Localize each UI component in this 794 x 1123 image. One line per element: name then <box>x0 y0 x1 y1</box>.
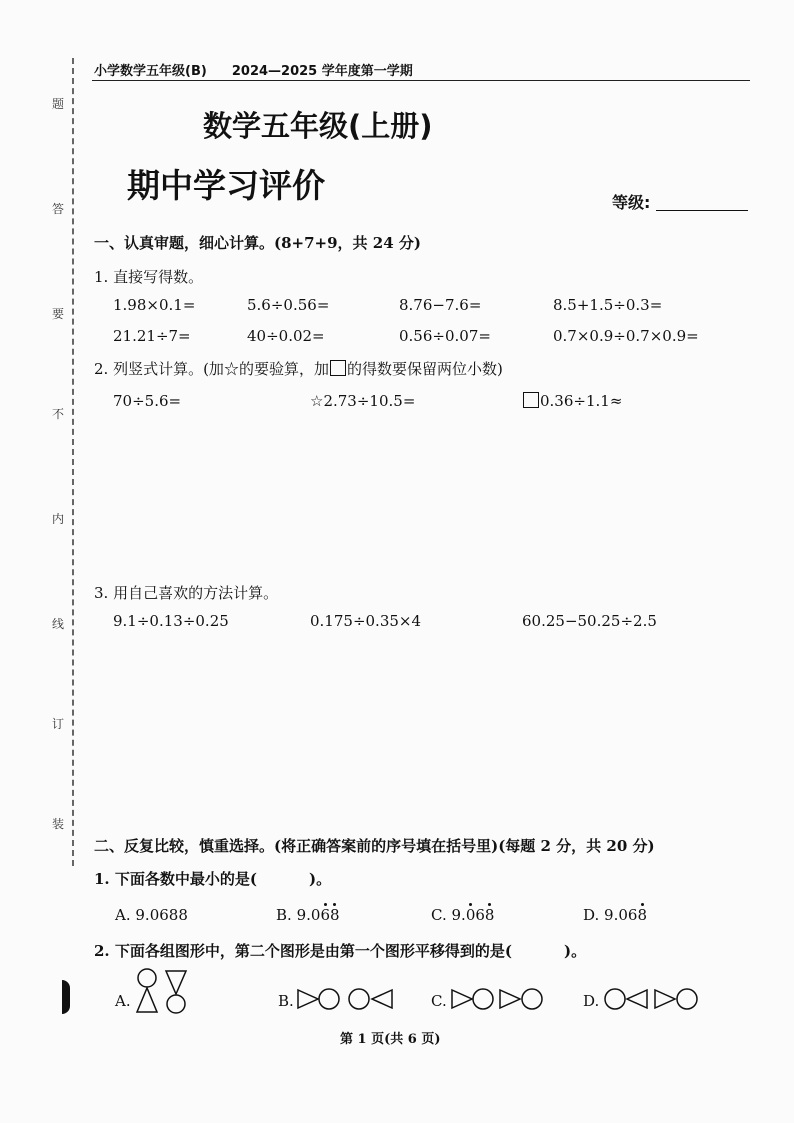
repeating-digit: 8 <box>637 906 647 924</box>
circle-shape <box>138 969 156 987</box>
triangle-shape <box>298 990 318 1008</box>
stem-part: 1. 下面各数中最小的是( <box>94 870 257 888</box>
stem-part: )。 <box>308 870 332 888</box>
circle-shape <box>605 989 625 1009</box>
calc-item: 40÷0.02= <box>247 327 325 345</box>
circle-shape <box>677 989 697 1009</box>
q3-label: 3. 用自己喜欢的方法计算。 <box>94 584 279 602</box>
section2-heading: 二、反复比较，慎重选择。(将正确答案前的序号填在括号里)(每题 2 分，共 20 分) <box>94 837 655 855</box>
option-letter: B. <box>276 906 292 924</box>
margin-char: 题 <box>52 97 65 111</box>
header-course: 小学数学五年级(B) <box>94 64 207 79</box>
option-letter: A. <box>115 906 131 924</box>
calc-item: 8.5+1.5÷0.3= <box>553 296 663 314</box>
figure-option-letter[interactable]: A. <box>115 992 131 1010</box>
page-footer: 第 1 页(共 6 页) <box>340 1032 441 1047</box>
margin-char: 订 <box>52 717 65 731</box>
repeating-digit: 0 <box>465 906 476 924</box>
option-a[interactable] <box>115 906 188 924</box>
figure-option-letter[interactable]: C. <box>431 992 447 1010</box>
page-title: 数学五年级(上册) <box>203 109 433 143</box>
repeating-digit: 6 <box>320 906 330 924</box>
binding-margin-line <box>72 58 74 866</box>
q2-label <box>94 358 503 379</box>
page-header <box>94 60 413 79</box>
grade-blank[interactable] <box>656 210 748 211</box>
vertical-calc-expr: 0.36÷1.1≈ <box>540 392 623 410</box>
margin-char: 答 <box>52 202 65 216</box>
repeating-digit: 8 <box>329 906 340 924</box>
calc-item: 0.175÷0.35×4 <box>310 612 422 630</box>
triangle-shape <box>500 990 520 1008</box>
repeating-digit: 8 <box>484 906 495 924</box>
option-letter: D. <box>583 906 600 924</box>
triangle-shape <box>655 990 675 1008</box>
circle-shape <box>473 989 493 1009</box>
circle-shape <box>349 989 369 1009</box>
figure-option-b[interactable] <box>296 988 401 1012</box>
square-icon <box>330 360 346 376</box>
q2-label-part: 的得数要保留两位小数) <box>346 360 503 378</box>
figure-option-a[interactable] <box>133 968 193 1018</box>
calc-item: 0.56÷0.07= <box>399 327 491 345</box>
q2-label-part: 的要验算，加 <box>238 360 329 378</box>
margin-char: 要 <box>52 307 65 321</box>
triangle-shape <box>166 971 186 994</box>
calc-item: 9.1÷0.13÷0.25 <box>113 612 229 630</box>
option-value: 9.0688 <box>135 906 188 924</box>
scan-edge-mark <box>62 980 70 1014</box>
triangle-shape <box>452 990 472 1008</box>
mc-q1-stem <box>94 868 331 889</box>
option-value: 6 <box>475 906 485 924</box>
triangle-shape <box>372 990 392 1008</box>
circle-shape <box>167 995 185 1013</box>
q1-label: 1. 直接写得数。 <box>94 268 204 286</box>
star-icon: ☆ <box>223 360 239 378</box>
figure-option-letter[interactable]: D. <box>583 992 600 1010</box>
circle-shape <box>522 989 542 1009</box>
vertical-calc-item: ☆2.73÷10.5= <box>310 392 416 410</box>
square-icon <box>523 392 539 408</box>
stem-part: )。 <box>563 942 587 960</box>
figure-option-d[interactable] <box>603 988 703 1012</box>
option-c[interactable] <box>431 906 494 924</box>
triangle-shape <box>627 990 647 1008</box>
calc-item: 5.6÷0.56= <box>247 296 330 314</box>
mc-q2-stem <box>94 940 586 961</box>
triangle-shape <box>137 988 157 1012</box>
q2-label-part: 2. 列竖式计算。(加 <box>94 360 224 378</box>
option-letter: C. <box>431 906 447 924</box>
section1-heading: 一、认真审题，细心计算。(8+7+9，共 24 分) <box>94 234 421 252</box>
calc-item: 8.76−7.6= <box>399 296 482 314</box>
option-b[interactable] <box>276 906 340 924</box>
margin-char: 线 <box>52 617 65 631</box>
page-subtitle: 期中学习评价 <box>127 166 325 205</box>
vertical-calc-item <box>522 392 622 410</box>
margin-char: 内 <box>52 512 65 526</box>
figure-option-c[interactable] <box>450 988 550 1012</box>
header-rule <box>92 80 750 81</box>
vertical-calc-item: 70÷5.6= <box>113 392 182 410</box>
calc-item: 60.25−50.25÷2.5 <box>522 612 657 630</box>
option-d[interactable] <box>583 906 647 924</box>
calc-item: 21.21÷7= <box>113 327 191 345</box>
header-term: 2024—2025 学年度第一学期 <box>231 64 413 79</box>
margin-char: 不 <box>52 407 65 421</box>
option-value: 9.0 <box>296 906 321 924</box>
calc-item: 1.98×0.1= <box>113 296 196 314</box>
circle-shape <box>319 989 339 1009</box>
option-value: 9.06 <box>604 906 638 924</box>
calc-item: 0.7×0.9÷0.7×0.9= <box>553 327 699 345</box>
figure-option-letter[interactable]: B. <box>278 992 294 1010</box>
stem-part: 2. 下面各组图形中，第二个图形是由第一个图形平移得到的是( <box>94 942 512 960</box>
option-value: 9. <box>451 906 466 924</box>
margin-char: 装 <box>52 817 65 831</box>
grade-label: 等级: <box>612 193 651 212</box>
